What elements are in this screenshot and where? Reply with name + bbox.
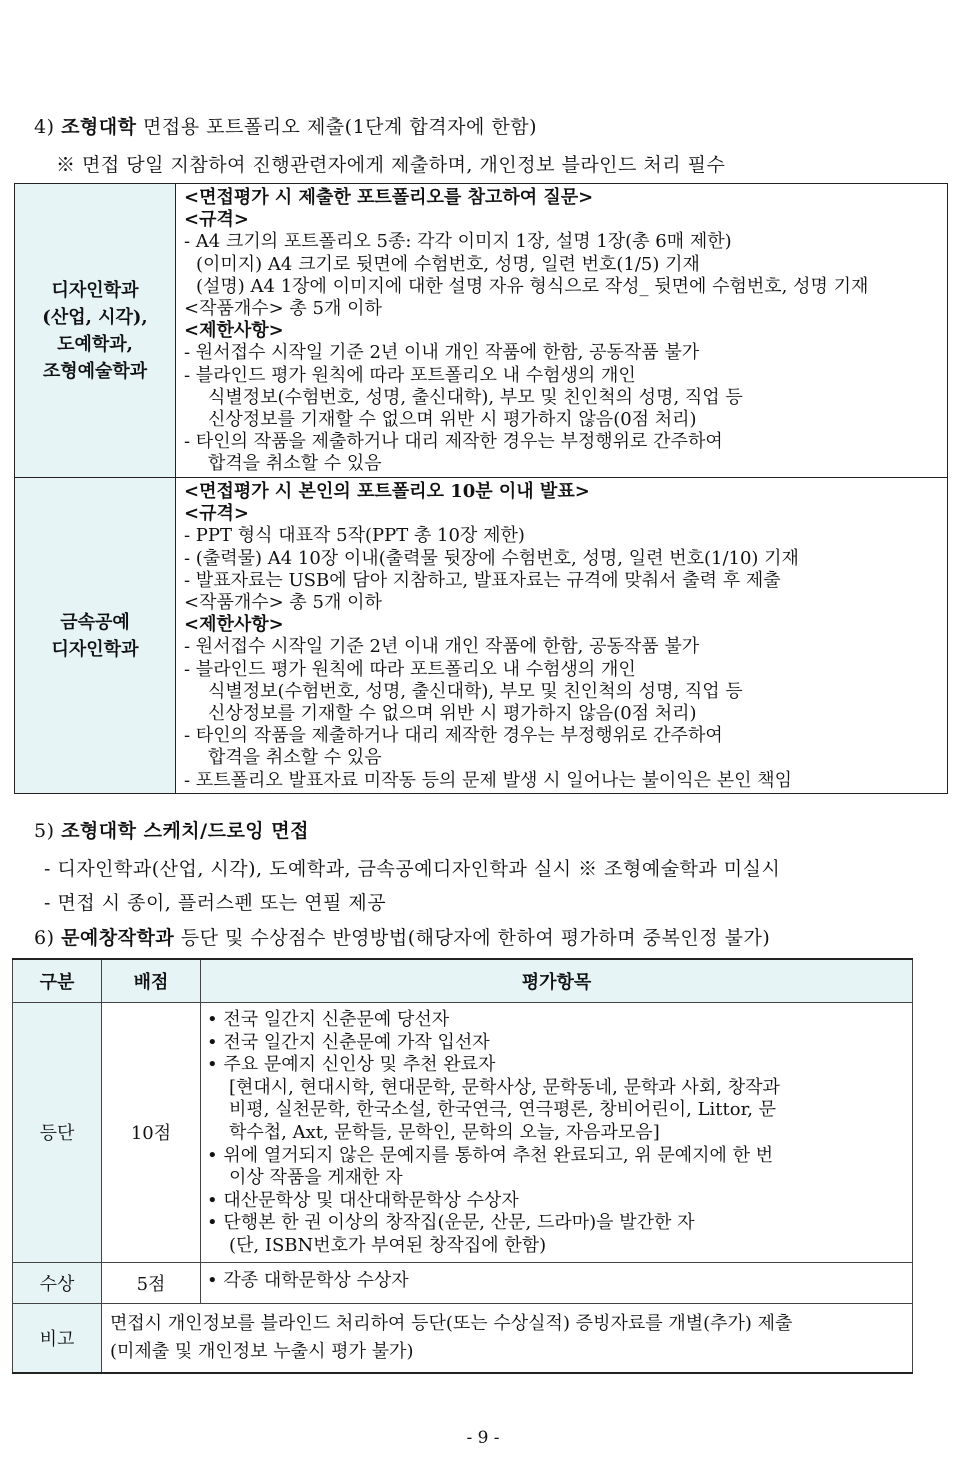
design-row: [15, 184, 948, 478]
requirement-line: - 포트폴리오 발표자료 미작동 등의 문제 발생 시 일어나는 불이익은 본인 책임: [184, 769, 793, 791]
dept-label: (산업, 시각),: [42, 306, 148, 328]
page-number: - 9 -: [466, 1428, 500, 1448]
award-label: 수상: [13, 1262, 102, 1303]
criteria-item: [현대시, 현대시학, 현대문학, 문학사상, 문학동네, 문학과 사회, 창작과: [229, 1076, 780, 1098]
requirement-line: 합격을 취소할 수 있음: [208, 453, 382, 475]
dept-label: 디자인학과: [51, 279, 139, 301]
requirement-line: 식별정보(수험번호, 성명, 출신대학), 부모 및 친인척의 성명, 직업 등: [208, 680, 743, 702]
section-6-heading: [34, 923, 770, 950]
section-5-item: - 디자인학과(산업, 시각), 도예학과, 금속공예디자인학과 실시 ※ 조형예술학과 미실시: [44, 858, 781, 880]
metal-dept-cell: [15, 478, 176, 794]
requirement-line: - 블라인드 평가 원칙에 따라 포트폴리오 내 수험생의 개인: [184, 364, 636, 386]
metal-requirements: [176, 478, 948, 794]
section-4-heading: [34, 112, 537, 139]
header-category: 구분: [13, 959, 102, 1003]
section-title: 등단 및 수상점수 반영방법(해당자에 한하여 평가하며 중복인정 불가): [180, 927, 771, 949]
criteria-item: • 주요 문예지 신인상 및 추천 완료자: [207, 1054, 496, 1076]
note-line: 면접시 개인정보를 블라인드 처리하여 등단(또는 수상실적) 증빙자료를 개별(추가) 제출: [110, 1312, 793, 1334]
debut-row: [13, 1003, 913, 1263]
section-college: 조형대학: [61, 116, 137, 138]
section-title: 면접용 포트폴리오 제출(1단계 합격자에 한함): [143, 116, 537, 138]
section-number: 4): [34, 116, 55, 138]
portfolio-table: [14, 183, 948, 794]
dept-label: 조형예술학과: [42, 360, 148, 382]
requirement-line: - 블라인드 평가 원칙에 따라 포트폴리오 내 수험생의 개인: [184, 658, 636, 680]
requirement-line: 신상정보를 기재할 수 없으며 위반 시 평가하지 않음(0점 처리): [208, 409, 697, 431]
requirement-line: <규격>: [184, 209, 249, 231]
requirement-line: - PPT 형식 대표작 5작(PPT 총 10장 제한): [184, 525, 525, 547]
section-dept: 문예창작학과: [61, 927, 175, 949]
requirement-line: <면접평가 시 본인의 포트폴리오 10분 이내 발표>: [184, 481, 590, 502]
criteria-item: 비평, 실천문학, 한국소설, 한국연극, 연극평론, 창비어린이, Littor, 문: [229, 1099, 777, 1121]
requirement-line: 신상정보를 기재할 수 없으며 위반 시 평가하지 않음(0점 처리): [208, 703, 697, 725]
header-criteria: 평가항목: [201, 959, 913, 1003]
criteria-item: 이상 작품을 게재한 자: [229, 1167, 403, 1189]
section-4-note: ※ 면접 당일 지참하여 진행관련자에게 제출하며, 개인정보 블라인드 처리 필수: [56, 154, 726, 176]
debut-score: 10점: [102, 1003, 201, 1263]
requirement-line: - 원서접수 시작일 기준 2년 이내 개인 작품에 한함, 공동작품 불가: [184, 342, 700, 364]
dept-label: 금속공예: [60, 611, 130, 633]
requirement-line: <규격>: [184, 503, 249, 525]
award-row: [13, 1262, 913, 1303]
requirement-line: - (출력물) A4 10장 이내(출력물 뒷장에 수험번호, 성명, 일련 번호(1/10) 기재: [184, 547, 799, 569]
criteria-item: • 전국 일간지 신춘문예 가작 입선자: [207, 1031, 490, 1053]
award-score: 5점: [102, 1262, 201, 1303]
note-text: [102, 1303, 913, 1373]
note-row: [13, 1303, 913, 1373]
requirement-line: (설명) A4 1장에 이미지에 대한 설명 자유 형식으로 작성_ 뒷면에 수험번호, 성명 기재: [196, 275, 869, 297]
section-number: 6): [34, 927, 55, 949]
dept-label: 디자인학과: [51, 638, 139, 660]
debut-label: 등단: [13, 1003, 102, 1263]
score-table-header: [13, 959, 913, 1003]
requirement-line: 식별정보(수험번호, 성명, 출신대학), 부모 및 친인척의 성명, 직업 등: [208, 386, 743, 408]
header-score: 배점: [102, 959, 201, 1003]
award-criteria: • 각종 대학문학상 수상자: [201, 1262, 913, 1303]
requirement-line: <제한사항>: [184, 614, 284, 636]
criteria-item: • 위에 열거되지 않은 문예지를 통하여 추천 완료되고, 위 문예지에 한 번: [207, 1144, 774, 1166]
requirement-line: 합격을 취소할 수 있음: [208, 747, 382, 769]
requirement-line: <면접평가 시 제출한 포트폴리오를 참고하여 질문>: [184, 187, 594, 208]
score-table: [12, 958, 913, 1374]
requirement-line: (이미지) A4 크기로 뒷면에 수험번호, 성명, 일련 번호(1/5) 기재: [196, 253, 700, 275]
section-title: 조형대학 스케치/드로잉 면접: [61, 820, 309, 842]
criteria-item: (단, ISBN번호가 부여된 창작집에 한함): [229, 1234, 547, 1256]
criteria-item: • 단행본 한 권 이상의 창작집(운문, 산문, 드라마)을 발간한 자: [207, 1212, 695, 1234]
criteria-item: • 전국 일간지 신춘문예 당선자: [207, 1009, 450, 1030]
requirement-line: - A4 크기의 포트폴리오 5종: 각각 이미지 1장, 설명 1장(총 6매 제한): [184, 231, 732, 253]
requirement-line: <제한사항>: [184, 320, 284, 342]
section-5-item: - 면접 시 종이, 플러스펜 또는 연필 제공: [44, 892, 387, 914]
requirement-line: - 발표자료는 USB에 담아 지참하고, 발표자료는 규격에 맞춰서 출력 후 제출: [184, 569, 781, 591]
criteria-item: 학수첩, Axt, 문학들, 문학인, 문학의 오늘, 자음과모음]: [229, 1121, 660, 1143]
requirement-line: - 원서접수 시작일 기준 2년 이내 개인 작품에 한함, 공동작품 불가: [184, 636, 700, 658]
requirement-line: <작품개수> 총 5개 이하: [184, 298, 382, 320]
section-5-heading: [34, 816, 309, 843]
debut-criteria: [201, 1003, 913, 1263]
metal-row: [15, 478, 948, 794]
requirement-line: - 타인의 작품을 제출하거나 대리 제작한 경우는 부정행위로 간주하여: [184, 725, 723, 747]
criteria-item: • 대산문학상 및 대산대학문학상 수상자: [207, 1189, 519, 1211]
note-label: 비고: [13, 1303, 102, 1373]
requirement-line: - 타인의 작품을 제출하거나 대리 제작한 경우는 부정행위로 간주하여: [184, 431, 723, 453]
note-line: (미제출 및 개인정보 누출시 평가 불가): [110, 1340, 414, 1362]
requirement-line: <작품개수> 총 5개 이하: [184, 592, 382, 614]
design-dept-cell: [15, 184, 176, 478]
dept-label: 도예학과,: [57, 333, 133, 355]
design-requirements: [176, 184, 948, 478]
section-number: 5): [34, 820, 55, 842]
